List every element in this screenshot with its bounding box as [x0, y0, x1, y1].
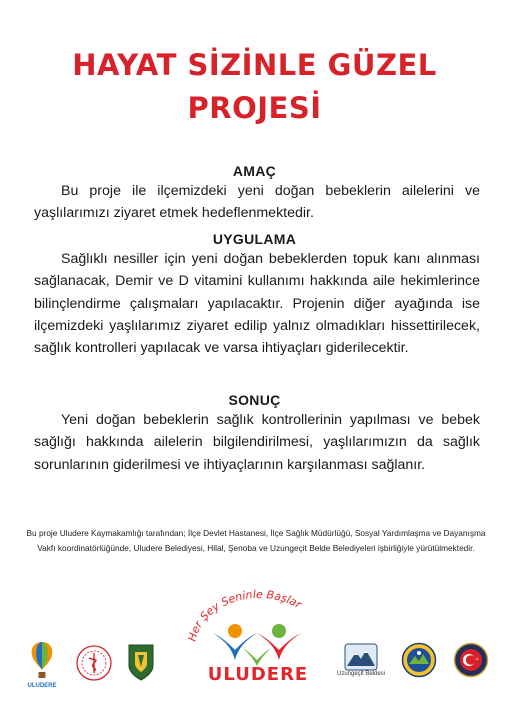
project-credits: Bu proje Uludere Kaymakamlığı tarafından; İlçe Devlet Hastanesi, İlçe Sağlık Müdürlüğü, Sosyal Yardımlaşma ve Dayanışma Vakfı koordinatörlüğünde, Uludere Belediyesi, Hilal, Şenoba ve Uzungeçit Belde Belediyeleri işbirliğiyle yürütülmektedir. — [26, 528, 486, 553]
crescent-star-crest-logo — [453, 642, 489, 678]
section-heading-amac: AMAÇ — [232, 163, 277, 179]
section-text-amac: Bu proje ile ilçemizdeki yeni doğan bebeklerin ailelerini ve yaşlılarımızı ziyaret etmek hedeflenmektedir. — [34, 183, 480, 222]
section-heading-uygulama: UYGULAMA — [212, 231, 297, 247]
poster-title-line-1: HAYAT SİZİNLE GÜZEL — [72, 48, 437, 82]
section-text-uygulama: Sağlıklı nesiller için yeni doğan bebeklerden topuk kanı alınması sağlanacak, Demir ve D vitamini kullanımı hakkında aile hekimlerince bilinçlendirme çalışmaları yapılacaktır. Projenin diğer ayağında ise ilçemizdeki yaşlılarımız ziyaret edilip yalnız olmadıkları hissettirilecek, sağlık kontrolleri yapılacak ve varsa ihtiyaçları giderilecektir. — [34, 251, 480, 357]
main-logo-slogan: Her Şey Seninle Başlar — [185, 588, 304, 643]
main-logo-name: ULUDERE — [207, 664, 309, 685]
health-ministry-logo — [75, 644, 113, 682]
section-text-sonuc: Yeni doğan bebeklerin sağlık kontrollerinin yapılması ve bebek sağlığı hakkında ailelerin bilgilendirilmesi, yaşlılarımızın da sağlık sorunlarının giderilmesi ve ihtiyaçlarının karşılanması sağlanır. — [34, 412, 480, 473]
uzungecit-mountain-logo — [344, 642, 378, 672]
uludere-small-label: ULUDERE — [27, 683, 57, 689]
uzungecit-label: Uzungeçit Beldesi — [336, 671, 386, 677]
poster-title-line-2: PROJESİ — [187, 91, 322, 125]
section-heading-sonuc: SONUÇ — [228, 392, 281, 408]
round-blue-emblem-logo — [401, 642, 437, 678]
uludere-main-logo — [183, 588, 333, 688]
shield-emblem-logo — [126, 642, 156, 682]
